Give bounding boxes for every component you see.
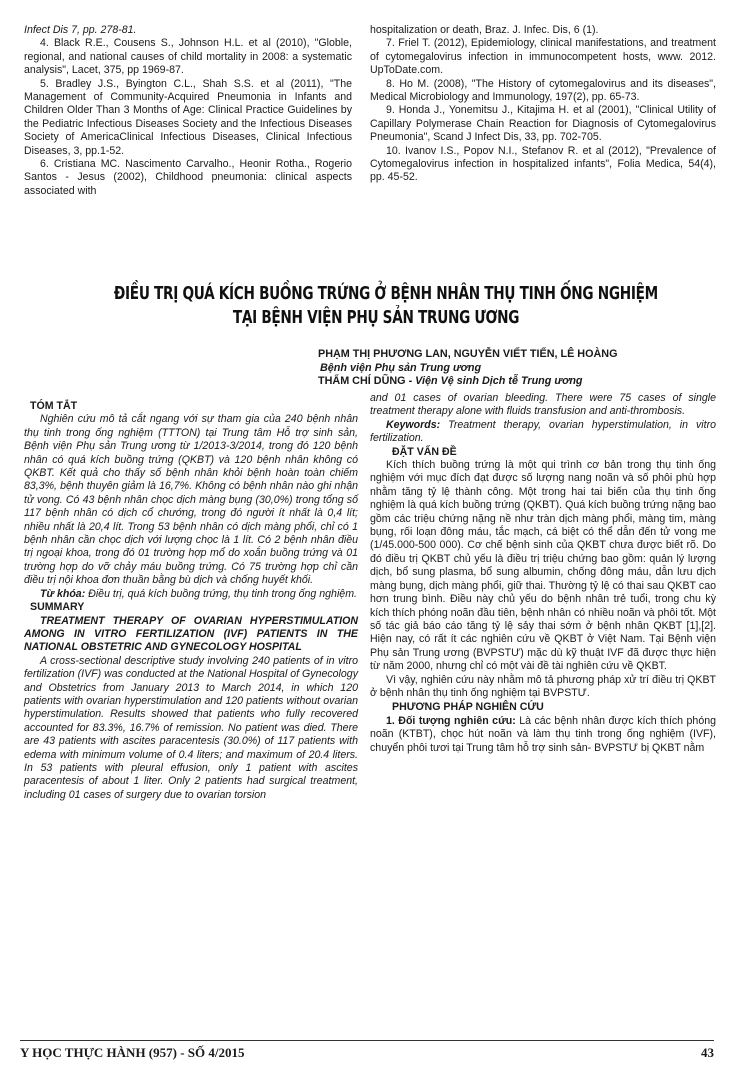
reference-item: 4. Black R.E., Cousens S., Johnson H.L. et al (2010), "Globle, regional, and national causes of child mortality in 2008: a systematic analysis", Lacet, 375, pp 1969-87.: [24, 37, 352, 77]
section-heading-intro: ĐẶT VẤN ĐỀ: [392, 445, 457, 458]
article-title-line-2: TẠI BỆNH VIỆN PHỤ SẢN TRUNG ƯƠNG: [232, 308, 520, 328]
intro-paragraph: Kích thích buồng trứng là một qui trình cơ bản trong thụ tinh ống nghiệm với mục đích đạt được số lượng nang noãn và số phôi phù hợp nhằm tăng tỷ lệ thành công. Một trong hai tai biến của thụ tinh ống nghiệm là quá kích buồng trứng (QKBT). Quá kích buồng trứng nặng bao gồm các triệu chứng nặng nề như tràn dịch màng phổi, màng tim, màng bụng, rối loạn đông máu, tắc mạch, cá biệt có thể dẫn đến tử vong me (1/45.000-500 000). Cơ chế bệnh sinh của QKBT chưa được biết rõ. Do đó điều trị QKBT chủ yếu là điều trị triệu chứng bao gồm: quản lý lượng dịch, bổ sung plasma, bổ sung albumin, chống đông máu, dẫn lưu dịch màng bụng, dịch màng phổi, giữ thai. Thường tỷ lệ có thai sau QKBT cao hơn trung bình. Điều này chủ yếu do bệnh nhân trẻ tuổi, trong chu kỳ kích thích phóng noãn đầu tiên, bệnh nhân có nhiều noãn và phôi tốt. Một số tác giả báo cáo tăng tỷ lệ sảy thai sớm ở bệnh nhân QKBT [1],[2]. Hiện nay, có rất ít các nghiên cứu về QKBT ở Việt Nam. Tại Bệnh viện Phụ sản Trung ương (BVPSTƯ) mặc dù kỹ thuật IVF đã được thực hiện từ năm 2000, nhưng chỉ có một vài đề tài nghiên cứu về QKBT.: [370, 459, 716, 673]
journal-name: Y HỌC THỰC HÀNH (957) - SỐ 4/2015: [20, 1045, 245, 1060]
subsection-label: 1. Đối tượng nghiên cứu:: [386, 714, 516, 727]
section-heading-methods: PHƯƠNG PHÁP NGHIÊN CỨU: [392, 701, 544, 714]
reference-item: 6. Cristiana MC. Nascimento Carvalho., Heonir Rotha., Rogerio Santos - Jesus (2002), Childhood pneumonia: clinical aspects associated with: [24, 158, 352, 197]
author-block: [318, 348, 718, 389]
author-line-2: [318, 375, 718, 389]
keywords-text: Treatment therapy, ovarian hyperstimulation, in vitro fertilization.: [370, 418, 716, 445]
body-left-column: [24, 400, 358, 802]
author-affiliation: Bệnh viện Phụ sản Trung ương: [320, 361, 482, 374]
keywords-label: Từ khóa:: [40, 587, 86, 600]
references-left-column: [24, 24, 352, 198]
reference-item: 8. Ho M. (2008), "The History of cytomegalovirus and its diseases", Medical Microbiology and Immunology, 197(2), pp. 65-73.: [370, 77, 716, 104]
reference-item: 7. Friel T. (2012), Epidemiology, clinical manifestations, and treatment of cytomegalovirus infection in immunocompetent hosts, www. 2012. UpToDate.com.: [370, 37, 716, 77]
abstract-vi-keywords: [24, 588, 358, 601]
reference-item: 10. Ivanov I.S., Popov N.I., Stefanov R. et al (2012), "Prevalence of Cytomegalovirus infection in hospitalized infants", Folia Medica, 54(4), pp. 45-52.: [370, 144, 716, 184]
keywords-label: Keywords:: [386, 418, 441, 431]
reference-item: hospitalization or death, Braz. J. Infec. Dis, 6 (1).: [370, 24, 599, 36]
keywords-text: Điều trị, quá kích buồng trứng, thụ tinh trong ống nghiệm.: [85, 587, 357, 600]
abstract-en-keywords: [370, 419, 716, 446]
author-names: PHẠM THỊ PHƯƠNG LAN, NGUYỄN VIẾT TIẾN, LÊ HOÀNG: [318, 348, 618, 360]
reference-item: 5. Bradley J.S., Byington C.L., Shah S.S. et al (2011), "The Management of Community-Acquired Pneumonia in Infants and Children Older Than 3 Months of Age: Clinical Practice Guidelines by the Pediatric Infectious Diseases Society and the Infectious Diseases Society of AmericaClinical Infectious Diseases, Clinical Infectious Diseases, 3, pp.1-52.: [24, 77, 352, 157]
page-footer: [20, 1040, 714, 1063]
abstract-en-continued: and 01 cases of ovarian bleeding. There were 75 cases of single treatment therapy alone with fluids transfusion and anti-thrombosis.: [370, 392, 716, 418]
section-heading-summary: SUMMARY: [30, 601, 85, 614]
methods-text: Là các bệnh nhân được kích thích phóng noãn (KTBT), chọc hút noãn và làm thụ tinh trong ống nghiệm (IVF), chuyển phôi tươi tại Trung tâm hỗ trợ sinh sản- BVPSTƯ bị QKBT nằm: [370, 714, 716, 754]
reference-item: 9. Honda J., Yonemitsu J., Kitajima H. et al (2001), "Clinical Utility of Capillary Polymerase Chain Reaction for Diagnosis of Cytomegalovirus Pneumonia", Scand J Infect Dis, 33, pp. 702-705.: [370, 104, 716, 144]
reference-item: Infect Dis 7, pp. 278-81.: [24, 24, 137, 36]
abstract-vi-body: Nghiên cứu mô tả cắt ngang với sự tham gia của 240 bệnh nhân thụ tinh trong ống nghiệm (TTTON) tại Trung tâm Hỗ trợ sinh sản, Bệnh viện Phụ sản Trung ương từ 1/2013-3/2014, trong đó 120 bệnh nhân có quá kích buồng trứng (QKBT) và 120 bệnh nhân không có QKBT. Kết quả cho thấy số bệnh nhân khỏi bệnh hoàn toàn chiếm 83,3%, bệnh thuyên giảm là 16,7%. Không có bệnh nhân nào ghi nhận tử vong. Có 43 bệnh nhân chọc dịch màng bụng (30,0%) trong tổng số 117 bệnh nhân có dịch cổ chướng, trong đó người ít nhất là 0,4 lít; nhiều nhất là 20,4 lít. Trong 53 bệnh nhân có dịch màng phổi, chỉ có 1 bệnh nhân cần chọc dịch với lượng chọc là 1 lít. Có 2 bệnh nhân điều trị ngoại khoa, trong đó 01 trường hợp mổ do xoắn buồng trứng và 01 trường hợp do vỡ chảy máu buồng trứng. Có 75 trường hợp chỉ cần điều trị nội khoa đơn thuần bằng bù dịch và chống huyết khối.: [24, 413, 358, 587]
article-title-line-1: ĐIỀU TRỊ QUÁ KÍCH BUỒNG TRỨNG Ở BỆNH NHÂN THỤ TINH ỐNG NGHIỆM: [113, 284, 658, 304]
author-affiliation: - Viện Vệ sinh Dịch tễ Trung ương: [405, 375, 583, 388]
author-name: THẨM CHÍ DŨNG: [318, 375, 406, 388]
methods-paragraph: [370, 715, 716, 755]
section-heading-tomtat: TÓM TẮT: [30, 400, 78, 412]
summary-title: TREATMENT THERAPY OF OVARIAN HYPERSTIMULATION AMONG IN VITRO FERTILIZATION (IVF) PATIENTS IN THE NATIONAL OBSTETRIC AND GYNECOLOGY HOSPITAL: [24, 614, 358, 654]
body-right-column: [370, 392, 716, 755]
abstract-en-body: A cross-sectional descriptive study involving 240 patients of in vitro fertilization (IVF) was conducted at the National Hospital of Gynecology and Obstetrics from January 2013 to March 2014, in which 120 patients with ovarian hyperstimulation and 120 patients without ovarian hyperstimulation. Results showed that patients who fully recovered accounted for 83.3%, 16.7% of remission. No patient was died. There are 43 patients with ascites paracentesis (30.0%) of 117 patients with edema with minimum volume of 0.4 liters; and maximum of 20.4 liters. In 53 patients with pleural effusion, only 1 patient with ascites paracentesis of about 1 liter. Only 2 patients had surgical treatment, including 01 cases of surgery due to ovarian torsion: [24, 654, 358, 801]
references-right-column: [370, 24, 716, 185]
page-number: 43: [701, 1045, 714, 1060]
article-title: [40, 282, 712, 330]
intro-paragraph: Vì vậy, nghiên cứu này nhằm mô tả phương pháp xử trí điều trị QKBT ở bệnh nhân thụ tinh ống nghiệm tại BVPSTƯ.: [370, 673, 716, 699]
